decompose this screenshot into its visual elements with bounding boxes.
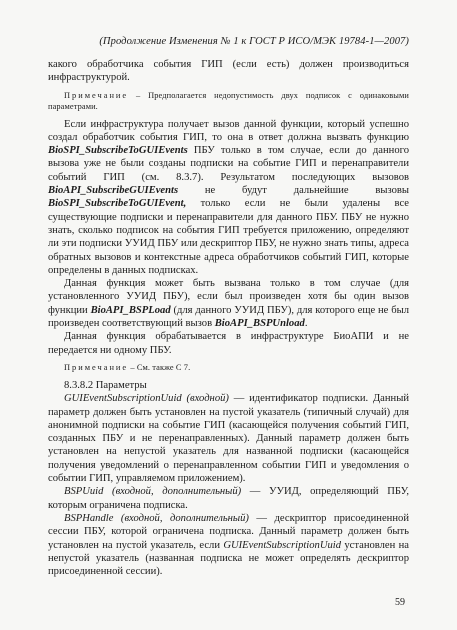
parameter-name: GUIEventSubscriptionUuid	[64, 393, 182, 405]
parameter-reference: GUIEventSubscriptionUuid	[223, 539, 342, 551]
parameter-description: — идентификатор подписки. Данный параметр должен быть установлен на пустой указатель (типичный случай) для анонимной подписки на событие ГИП (касающейся получения событий ГИП, созданных ПБУ и не перенаправленных). Данный параметр должен быть установлен на непустой указатель для названной подписки (касающейся получения уведомлений о перенаправленном событии ГИП и уведомления о событии ГИП, управляемом приложением).	[48, 393, 409, 485]
paragraph-infrastructure-call	[48, 118, 409, 278]
function-name: BioSPI_SubscribeToGUIEvents	[48, 145, 188, 157]
text-run: Данная функция может быть вызвана только в том случае (для установленного УУИД ПБУ), если был произведен хотя бы один вызов функции	[48, 278, 409, 316]
parameter-qualifier: (входной, дополнительный)	[113, 512, 249, 524]
page-number: 59	[395, 597, 405, 608]
paragraph-call-condition	[48, 277, 409, 330]
function-name: BioAPI_BSPUnload	[214, 318, 305, 330]
parameter-qualifier: (входной)	[181, 393, 229, 405]
note-text: – См. также С 7.	[128, 362, 191, 372]
parameter-description: установлен на непустой указатель (названная подписка не может определять дескриптор присоединенной сессии).	[48, 539, 409, 578]
text-run: Если инфраструктура получает вызов данной функции, который успешно создал обработчик события ГИП, то она в ответ должна вызвать функцию	[48, 118, 409, 143]
text-run: ПБУ только в том случае, если до данного вызова уже не были созданы подписки на событие ГИП и перенаправители событий ГИП (см. 8.3.7). Результатом последующих вызовов	[48, 145, 409, 183]
text-run: только если не были удалены все существующие подписки и перенаправители для данного ПБУ. ПБУ не нужно знать, сколько подписок на события ГИП требуется приложению, определяют ли эти подписки УУИД ПБУ или дескриптор ПБУ, не нужно знать типы, адреса обратных вызовов и контекстные адреса обработчиков событий ГИП, которые определены в данных подписках.	[48, 198, 409, 276]
parameter-bsp-handle	[48, 512, 409, 578]
note-see-also	[48, 362, 409, 373]
parameter-bsp-uuid	[48, 485, 409, 512]
paragraph-continuation: какого обработчика события ГИП (если есть) должен производиться инфраструктурой.	[48, 59, 409, 84]
parameter-qualifier: (входной, дополнительный)	[103, 486, 242, 498]
note-duplicate-subscriptions	[48, 90, 409, 112]
parameter-name: BSPHandle	[64, 512, 114, 524]
text-run: .	[304, 318, 308, 330]
parameter-name: BSPUuid	[64, 486, 104, 498]
parameter-description: — дескриптор присоединенной сессии ПБУ, которой ограничена подписка. Данный параметр должен быть установлен на пустой указатель, если	[48, 512, 409, 551]
function-name: BioAPI_SubscribeGUIEvents	[48, 185, 179, 197]
note-text: – Предполагается недопустимость двух подписок с одинаковыми параметрами.	[48, 90, 409, 111]
function-name: BioSPI_SubscribeToGUIEvent,	[48, 198, 187, 210]
text-run: не будут дальнейшие вызовы	[178, 185, 409, 197]
parameter-subscription-uuid	[48, 392, 409, 485]
paragraph-processing: Данная функция обрабатывается в инфраструктуре БиоАПИ и не передается ни одному ПБУ.	[48, 331, 409, 356]
parameter-description: — УУИД, определяющий ПБУ, которым ограничена подписка.	[48, 486, 409, 511]
note-label: Примечание	[64, 90, 129, 100]
function-name: BioAPI_BSPLoad	[90, 304, 171, 316]
note-label: Примечание	[64, 362, 129, 372]
text-run: (для данного УУИД ПБУ), для которого еще не был произведен соответствующий вызов	[48, 304, 410, 330]
section-heading: 8.3.8.2 Параметры	[64, 379, 147, 391]
page-header: (Продолжение Изменения № 1 к ГОСТ Р ИСО/МЭК 19784-1—2007)	[99, 36, 409, 47]
